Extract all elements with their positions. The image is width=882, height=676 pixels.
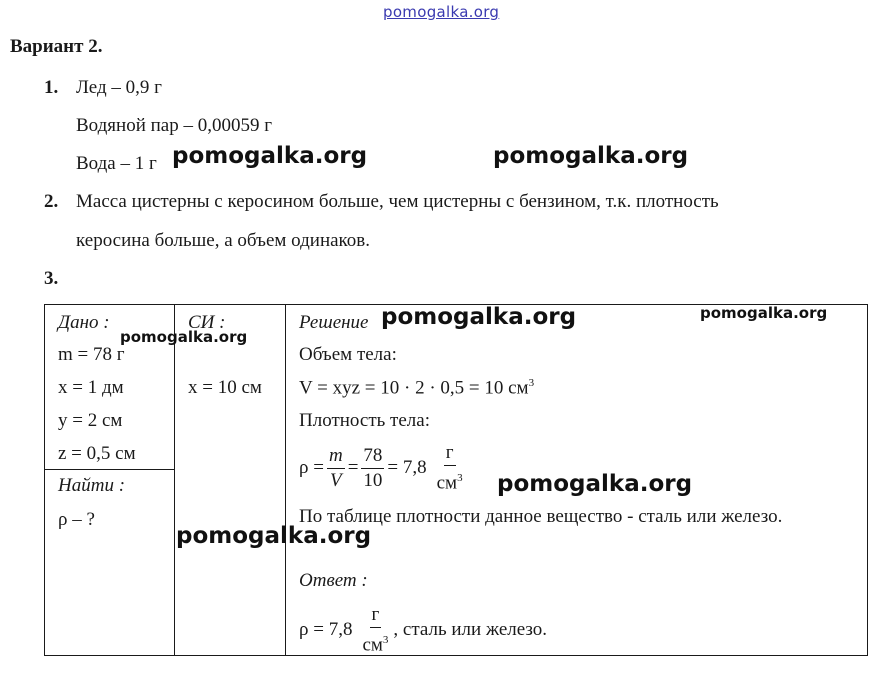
- find-header: Найти :: [58, 475, 126, 496]
- fraction-10: 10: [363, 469, 383, 491]
- task1-number: 1.: [44, 77, 59, 98]
- density-eq: =: [347, 457, 359, 479]
- given-z: z = 0,5 см: [58, 443, 136, 464]
- watermark-3: pomogalka.org: [381, 304, 577, 330]
- task2-number: 2.: [44, 191, 59, 212]
- density-unit: [435, 442, 465, 494]
- density-rho-eq: ρ =: [299, 457, 324, 479]
- table-divider-given-find: [44, 469, 175, 470]
- density-label: Плотность тела:: [299, 410, 430, 431]
- given-header: Дано :: [58, 312, 110, 333]
- watermark-top-link[interactable]: pomogalka.org: [383, 3, 500, 21]
- task1-water: Вода – 1 г: [76, 153, 157, 174]
- table-note: По таблице плотности данное вещество - сталь или железо.: [299, 506, 783, 527]
- si-x: x = 10 см: [188, 377, 262, 398]
- variant-title: Вариант 2.: [10, 36, 103, 57]
- answer-line: [299, 604, 547, 656]
- volume-label: Объем тела:: [299, 344, 397, 365]
- watermark-2: pomogalka.org: [493, 143, 689, 169]
- answer-unit: [360, 604, 390, 656]
- volume-exponent: 3: [528, 377, 535, 389]
- given-y: y = 2 см: [58, 410, 123, 431]
- solution-header: Решение: [299, 312, 369, 333]
- given-mass: m = 78 г: [58, 344, 125, 365]
- fraction-m-over-v: [327, 445, 345, 492]
- watermark-5: pomogalka.org: [120, 328, 248, 346]
- task1-ice: Лед – 0,9 г: [76, 77, 162, 98]
- fraction-v: V: [330, 469, 342, 491]
- table-divider-1: [174, 304, 175, 656]
- fraction-78-over-10: [361, 445, 384, 492]
- given-x: x = 1 дм: [58, 377, 124, 398]
- answer-unit-g: г: [370, 604, 382, 628]
- density-formula: [299, 442, 468, 494]
- volume-formula: [299, 377, 534, 399]
- density-value: = 7,8: [387, 457, 427, 479]
- density-unit-cm: $см^3$: [436, 472, 463, 494]
- task1-vapor: Водяной пар – 0,00059 г: [76, 115, 273, 136]
- volume-formula-text: V = xyz = 10 · 2 · 0,5 = 10 см: [299, 377, 529, 399]
- find-rho: ρ – ?: [58, 509, 95, 530]
- si-header: СИ :: [188, 312, 226, 333]
- answer-tail: , сталь или железо.: [393, 619, 548, 641]
- fraction-78: 78: [361, 445, 384, 469]
- watermark-6: pomogalka.org: [497, 471, 693, 497]
- density-unit-g: г: [444, 442, 456, 466]
- fraction-m: m: [327, 445, 345, 469]
- watermark-7: pomogalka.org: [176, 523, 372, 549]
- task2-line2: керосина больше, а объем одинаков.: [76, 230, 371, 251]
- task3-number: 3.: [44, 268, 59, 289]
- answer-unit-cm: $см^3$: [362, 634, 389, 656]
- answer-header: Ответ :: [299, 570, 368, 591]
- table-divider-2: [285, 304, 286, 656]
- watermark-1: pomogalka.org: [172, 143, 368, 169]
- answer-rho: ρ = 7,8: [299, 619, 353, 641]
- watermark-4: pomogalka.org: [700, 304, 828, 322]
- task2-line1: Масса цистерны с керосином больше, чем цистерны с бензином, т.к. плотность: [76, 191, 719, 212]
